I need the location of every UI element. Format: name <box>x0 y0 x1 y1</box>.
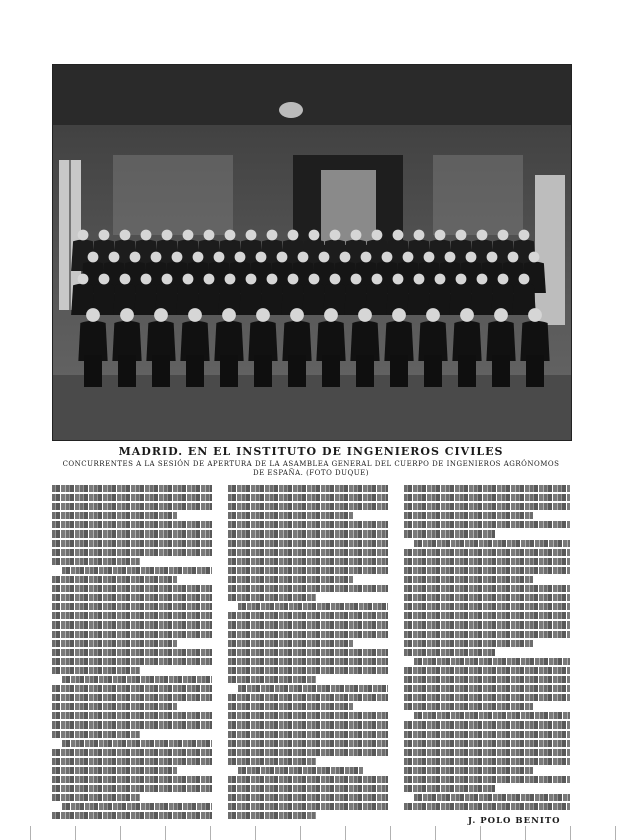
person-head <box>162 230 173 241</box>
text-line <box>52 521 212 528</box>
person-body <box>146 321 175 361</box>
person-head <box>235 252 246 263</box>
person-head <box>141 274 152 285</box>
person-body <box>282 321 311 361</box>
text-line <box>52 649 212 656</box>
text-line <box>228 703 353 710</box>
text-line <box>52 667 140 674</box>
text-line <box>52 776 212 783</box>
text-line <box>228 540 388 547</box>
text-line <box>52 594 212 601</box>
text-line <box>228 530 388 537</box>
text-line <box>52 494 212 501</box>
person-head <box>324 308 338 322</box>
text-line <box>52 731 140 738</box>
text-line <box>52 631 212 638</box>
text-line <box>404 503 570 510</box>
text-line <box>404 685 570 692</box>
text-line <box>52 540 212 547</box>
scan-artifact <box>0 826 620 840</box>
person-head <box>426 308 440 322</box>
person-head <box>466 252 477 263</box>
person-head <box>330 230 341 241</box>
person-body <box>248 321 277 361</box>
person-head <box>351 230 362 241</box>
person-head <box>382 252 393 263</box>
person-head <box>393 274 404 285</box>
person-head <box>109 252 120 263</box>
person-legs <box>84 355 102 387</box>
text-line <box>404 694 570 701</box>
article-column-2 <box>228 485 388 825</box>
person-head <box>372 274 383 285</box>
person-head <box>528 308 542 322</box>
person-head <box>460 308 474 322</box>
person-legs <box>152 355 170 387</box>
person-head <box>141 230 152 241</box>
text-line <box>228 794 388 801</box>
person-head <box>298 252 309 263</box>
person-body <box>350 321 379 361</box>
photo-caption-title: MADRID. EN EL INSTITUTO DE INGENIEROS CIVILES <box>118 445 504 458</box>
person-head <box>256 308 270 322</box>
text-line <box>414 794 570 801</box>
person-head <box>424 252 435 263</box>
person-head <box>99 230 110 241</box>
person-head <box>151 252 162 263</box>
text-line <box>404 594 570 601</box>
text-line <box>62 567 212 574</box>
person-head <box>393 230 404 241</box>
text-line <box>228 812 316 819</box>
text-line <box>52 694 212 701</box>
person-head <box>162 274 173 285</box>
text-line <box>228 649 388 656</box>
text-line <box>404 558 570 565</box>
text-line <box>52 503 212 510</box>
person-body <box>452 321 481 361</box>
text-line <box>228 485 388 492</box>
person-body <box>302 284 326 316</box>
text-line <box>228 803 388 810</box>
text-line <box>404 767 533 774</box>
person-head <box>154 308 168 322</box>
person-body <box>180 321 209 361</box>
person-head <box>477 230 488 241</box>
person-body <box>214 321 243 361</box>
text-line <box>228 740 388 747</box>
article-column-3 <box>404 485 570 825</box>
person-head <box>246 230 257 241</box>
text-line <box>52 603 212 610</box>
text-line <box>404 549 570 556</box>
text-line <box>52 512 177 519</box>
person-head <box>456 274 467 285</box>
text-line <box>404 776 570 783</box>
text-line <box>404 631 570 638</box>
person-body <box>407 284 431 316</box>
person-head <box>172 252 183 263</box>
person-head <box>193 252 204 263</box>
person-head <box>487 252 498 263</box>
person-head <box>204 230 215 241</box>
text-line <box>228 667 388 674</box>
text-line <box>404 758 570 765</box>
text-line <box>404 667 570 674</box>
text-line <box>404 530 495 537</box>
text-line <box>404 521 570 528</box>
text-line <box>238 603 388 610</box>
text-line <box>52 558 140 565</box>
person-head <box>361 252 372 263</box>
text-line <box>52 749 212 756</box>
text-line <box>404 603 570 610</box>
person-head <box>498 230 509 241</box>
text-line <box>404 576 533 583</box>
text-line <box>52 758 212 765</box>
text-line <box>62 676 212 683</box>
person-head <box>494 308 508 322</box>
text-line <box>404 721 570 728</box>
text-line <box>228 521 388 528</box>
person-legs <box>322 355 340 387</box>
person-head <box>78 230 89 241</box>
text-line <box>228 585 388 592</box>
text-line <box>404 703 533 710</box>
person-body <box>520 321 549 361</box>
person-head <box>267 230 278 241</box>
text-line <box>404 512 533 519</box>
person-head <box>130 252 141 263</box>
text-line <box>228 621 388 628</box>
text-line <box>228 631 388 638</box>
text-line <box>52 794 140 801</box>
text-line <box>228 694 388 701</box>
person-head <box>86 308 100 322</box>
text-line <box>238 685 388 692</box>
text-line <box>404 612 570 619</box>
person-body <box>78 321 107 361</box>
text-line <box>52 530 212 537</box>
text-line <box>228 776 388 783</box>
person-head <box>340 252 351 263</box>
person-legs <box>288 355 306 387</box>
text-line <box>228 503 388 510</box>
article-column-1 <box>52 485 212 825</box>
text-line <box>228 512 353 519</box>
person-head <box>519 274 530 285</box>
person-head <box>246 274 257 285</box>
person-head <box>498 274 509 285</box>
text-line <box>404 803 570 810</box>
text-line <box>52 621 212 628</box>
person-head <box>309 274 320 285</box>
person-head <box>403 252 414 263</box>
person-legs <box>220 355 238 387</box>
text-line <box>52 703 177 710</box>
text-line <box>228 721 388 728</box>
text-line <box>228 494 388 501</box>
text-line <box>404 640 533 647</box>
person-body <box>134 284 158 316</box>
text-line <box>404 621 570 628</box>
text-line <box>52 576 177 583</box>
person-head <box>529 252 540 263</box>
person-head <box>204 274 215 285</box>
text-line <box>52 585 212 592</box>
text-line <box>52 721 212 728</box>
person-head <box>225 230 236 241</box>
text-line <box>228 558 388 565</box>
text-line <box>404 676 570 683</box>
person-body <box>418 321 447 361</box>
person-head <box>225 274 236 285</box>
person-head <box>288 230 299 241</box>
text-line <box>228 658 388 665</box>
person-head <box>267 274 278 285</box>
person-head <box>214 252 225 263</box>
text-line <box>404 731 570 738</box>
person-head <box>290 308 304 322</box>
person-head <box>120 308 134 322</box>
person-legs <box>390 355 408 387</box>
person-head <box>435 274 446 285</box>
text-line <box>404 485 570 492</box>
person-head <box>309 230 320 241</box>
text-line <box>228 712 388 719</box>
person-head <box>414 274 425 285</box>
person-legs <box>118 355 136 387</box>
group-photo-image <box>53 65 571 440</box>
person-head <box>477 274 488 285</box>
text-line <box>228 576 353 583</box>
text-line <box>52 612 212 619</box>
person-head <box>78 274 89 285</box>
person-head <box>277 252 288 263</box>
person-legs <box>526 355 544 387</box>
text-line <box>404 567 570 574</box>
person-head <box>445 252 456 263</box>
text-line <box>228 785 388 792</box>
person-head <box>188 308 202 322</box>
person-head <box>88 252 99 263</box>
text-line <box>228 594 316 601</box>
person-head <box>120 230 131 241</box>
text-line <box>52 485 212 492</box>
text-line <box>62 803 212 810</box>
person-head <box>99 274 110 285</box>
text-line <box>404 585 570 592</box>
text-line <box>62 740 212 747</box>
photo-caption-subtitle: CONCURRENTES A LA SESIÓN DE APERTURA DE LA ASAMBLEA GENERAL DEL CUERPO DE INGENIEROS AGRÓNOMOS DE ESPAÑA. (FOTO DUQUE) <box>62 460 560 477</box>
person-legs <box>492 355 510 387</box>
text-line <box>52 549 212 556</box>
text-line <box>414 540 570 547</box>
person-head <box>330 274 341 285</box>
text-line <box>238 767 363 774</box>
person-head <box>519 230 530 241</box>
text-line <box>404 740 570 747</box>
text-line <box>52 767 177 774</box>
person-legs <box>186 355 204 387</box>
group-photograph <box>52 64 572 441</box>
text-line <box>414 658 570 665</box>
person-legs <box>458 355 476 387</box>
person-legs <box>254 355 272 387</box>
text-line <box>404 785 495 792</box>
text-line <box>228 676 316 683</box>
person-head <box>183 230 194 241</box>
article-author: J. POLO BENITO <box>468 816 561 826</box>
person-head <box>319 252 330 263</box>
person-head <box>414 230 425 241</box>
person-body <box>197 284 221 316</box>
text-line <box>404 749 570 756</box>
text-line <box>52 685 212 692</box>
text-line <box>52 785 212 792</box>
person-head <box>456 230 467 241</box>
text-line <box>404 649 495 656</box>
text-line <box>404 494 570 501</box>
person-head <box>183 274 194 285</box>
person-head <box>372 230 383 241</box>
person-body <box>470 284 494 316</box>
person-head <box>351 274 362 285</box>
person-head <box>392 308 406 322</box>
person-body <box>384 321 413 361</box>
text-line <box>228 549 388 556</box>
person-body <box>112 321 141 361</box>
text-line <box>52 640 177 647</box>
text-line <box>228 567 388 574</box>
person-body <box>316 321 345 361</box>
text-line <box>228 758 316 765</box>
text-line <box>228 731 388 738</box>
text-line <box>414 712 570 719</box>
person-legs <box>356 355 374 387</box>
person-head <box>222 308 236 322</box>
person-head <box>256 252 267 263</box>
text-line <box>228 749 388 756</box>
person-body <box>486 321 515 361</box>
text-line <box>52 658 212 665</box>
text-line <box>228 612 388 619</box>
text-line <box>52 712 212 719</box>
text-line <box>52 812 212 819</box>
person-head <box>435 230 446 241</box>
person-legs <box>424 355 442 387</box>
person-head <box>358 308 372 322</box>
text-line <box>228 640 353 647</box>
person-head <box>120 274 131 285</box>
person-head <box>288 274 299 285</box>
person-head <box>508 252 519 263</box>
